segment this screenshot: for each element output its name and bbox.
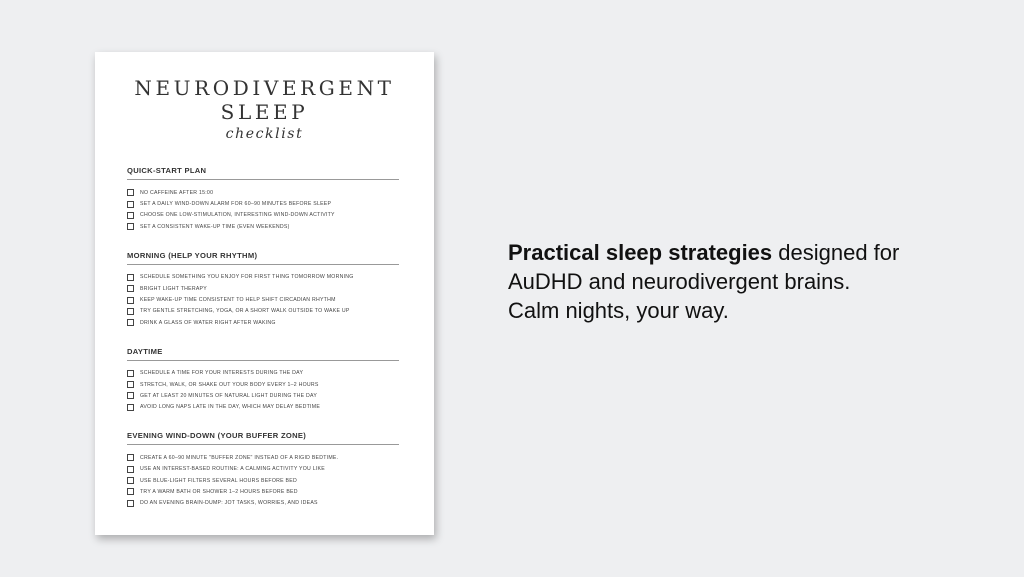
checkbox[interactable] <box>127 500 134 507</box>
checkbox[interactable] <box>127 212 134 219</box>
checklist-item-label: SET A DAILY WIND-DOWN ALARM FOR 60–90 MINUTES BEFORE SLEEP <box>140 201 332 208</box>
checklist-items <box>127 272 399 329</box>
checklist-items <box>127 368 399 414</box>
checklist-item <box>127 198 399 209</box>
checkbox[interactable] <box>127 274 134 281</box>
checklist-item <box>127 283 399 294</box>
checklist-item <box>127 294 399 305</box>
checklist-item <box>127 379 399 390</box>
checklist-item-label: TRY A WARM BATH OR SHOWER 1–2 HOURS BEFORE BED <box>140 488 298 495</box>
tagline-line-1-rest: designed for <box>772 240 900 265</box>
checklist-item <box>127 272 399 283</box>
checkbox[interactable] <box>127 466 134 473</box>
checkbox[interactable] <box>127 392 134 399</box>
checklist-item-label: KEEP WAKE-UP TIME CONSISTENT TO HELP SHIFT CIRCADIAN RHYTHM <box>140 297 336 304</box>
checklist-item <box>127 498 399 509</box>
checkbox[interactable] <box>127 488 134 495</box>
section-heading: QUICK-START PLAN <box>127 166 399 180</box>
checklist-item-label: STRETCH, WALK, OR SHAKE OUT YOUR BODY EVERY 1–2 HOURS <box>140 381 319 388</box>
checkbox[interactable] <box>127 285 134 292</box>
title-line-1: NEURODIVERGENT <box>134 76 395 100</box>
checklist-item <box>127 187 399 198</box>
checklist-section <box>127 431 399 509</box>
checkbox[interactable] <box>127 319 134 326</box>
checklist-item-label: TRY GENTLE STRETCHING, YOGA, OR A SHORT WALK OUTSIDE TO WAKE UP <box>140 308 350 315</box>
checklist-item-label: BRIGHT LIGHT THERAPY <box>140 285 207 292</box>
checklist-item-label: DRINK A GLASS OF WATER RIGHT AFTER WAKING <box>140 319 276 326</box>
checklist-item-label: CHOOSE ONE LOW-STIMULATION, INTERESTING WIND-DOWN ACTIVITY <box>140 212 335 219</box>
checklist-item-label: CREATE A 60–90 MINUTE "BUFFER ZONE" INSTEAD OF A RIGID BEDTIME. <box>140 454 339 461</box>
tagline-bold: Practical sleep strategies <box>508 240 773 265</box>
section-heading: EVENING WIND-DOWN (YOUR BUFFER ZONE) <box>127 431 399 445</box>
checklist-item-label: SET A CONSISTENT WAKE-UP TIME (EVEN WEEKENDS) <box>140 223 290 230</box>
section-heading: MORNING (HELP YOUR RHYTHM) <box>127 251 399 265</box>
checklist-subtitle: checklist <box>225 126 304 142</box>
tagline <box>508 238 988 325</box>
checklist-item-label: USE BLUE-LIGHT FILTERS SEVERAL HOURS BEFORE BED <box>140 477 297 484</box>
checkbox[interactable] <box>127 381 134 388</box>
checkbox[interactable] <box>127 477 134 484</box>
checklist-item <box>127 317 399 328</box>
checklist-item <box>127 368 399 379</box>
checklist-item <box>127 221 399 232</box>
title-line-2: SLEEP <box>220 100 309 124</box>
tagline-line-3: Calm nights, your way. <box>508 298 729 323</box>
checklist-items <box>127 452 399 509</box>
section-heading: DAYTIME <box>127 347 399 361</box>
checklist-section <box>127 347 399 414</box>
checklist-item <box>127 390 399 401</box>
checklist-section <box>127 166 399 233</box>
checklist-item <box>127 475 399 486</box>
checklist-item-label: SCHEDULE A TIME FOR YOUR INTERESTS DURING THE DAY <box>140 370 304 377</box>
checklist-items <box>127 187 399 233</box>
checklist-item <box>127 210 399 221</box>
checklist-item <box>127 463 399 474</box>
checkbox[interactable] <box>127 454 134 461</box>
checklist-item <box>127 486 399 497</box>
checklist-item <box>127 452 399 463</box>
tagline-line-1 <box>508 238 988 267</box>
checklist-section <box>127 251 399 329</box>
checklist-item-label: SCHEDULE SOMETHING YOU ENJOY FOR FIRST THING TOMORROW MORNING <box>140 274 354 281</box>
checklist-sheet <box>95 52 434 535</box>
checkbox[interactable] <box>127 370 134 377</box>
checklist-item-label: NO CAFFEINE AFTER 15:00 <box>140 189 214 196</box>
checkbox[interactable] <box>127 404 134 411</box>
checkbox[interactable] <box>127 189 134 196</box>
checkbox[interactable] <box>127 297 134 304</box>
checklist-item <box>127 306 399 317</box>
checklist-item <box>127 402 399 413</box>
checklist-item-label: DO AN EVENING BRAIN-DUMP: JOT TASKS, WORRIES, AND IDEAS <box>140 500 318 507</box>
checkbox[interactable] <box>127 308 134 315</box>
checklist-title <box>127 76 402 142</box>
checklist-item-label: AVOID LONG NAPS LATE IN THE DAY, WHICH MAY DELAY BEDTIME <box>140 404 321 411</box>
checkbox[interactable] <box>127 223 134 230</box>
checklist-sections <box>127 166 402 509</box>
tagline-line-2: AuDHD and neurodivergent brains. <box>508 269 851 294</box>
checkbox[interactable] <box>127 201 134 208</box>
checklist-item-label: USE AN INTEREST-BASED ROUTINE: A CALMING ACTIVITY YOU LIKE <box>140 466 325 473</box>
checklist-item-label: GET AT LEAST 20 MINUTES OF NATURAL LIGHT DURING THE DAY <box>140 392 318 399</box>
